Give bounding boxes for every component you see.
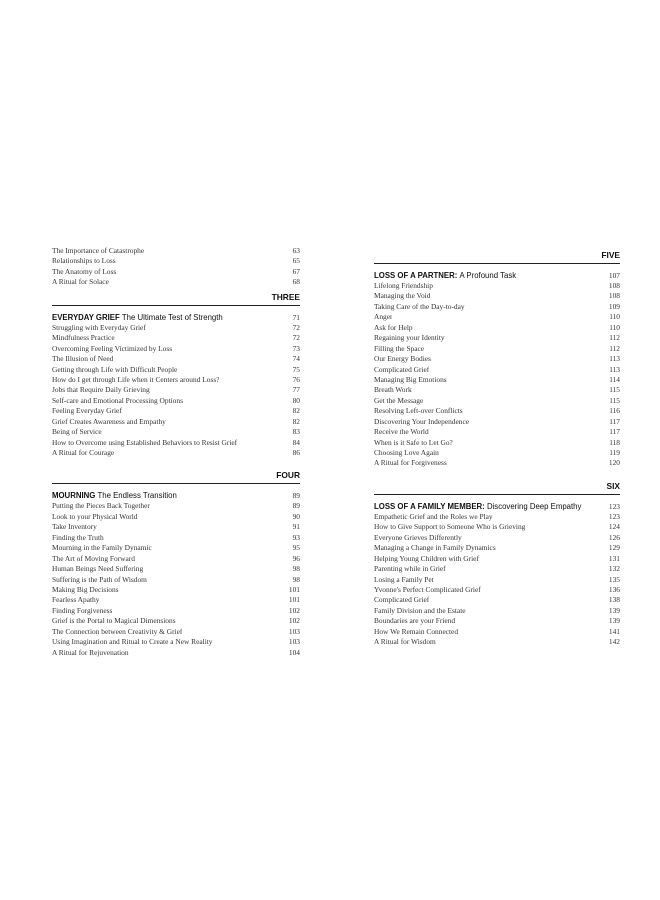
toc-entry-title: A Ritual for Forgiveness xyxy=(374,458,447,468)
toc-entry-title: Complicated Grief xyxy=(374,364,430,374)
toc-entry-page: 141 xyxy=(608,626,620,636)
toc-entry-page: 84 xyxy=(292,437,300,447)
toc-entry-title: The Connection between Creativity & Grief xyxy=(52,626,183,636)
toc-entry-page: 117 xyxy=(609,427,620,437)
toc-entry-title: The Art of Moving Forward xyxy=(52,553,135,563)
toc-entry-title: Relationships to Loss xyxy=(52,256,116,266)
toc-entry[interactable] xyxy=(52,501,300,511)
toc-entry[interactable] xyxy=(374,354,620,364)
toc-entry[interactable] xyxy=(374,333,620,343)
chapter-four-entries xyxy=(52,501,300,658)
toc-entry-title: Jobs that Require Daily Grieving xyxy=(52,385,150,395)
toc-entry[interactable] xyxy=(374,575,620,585)
toc-entry-title: Self-care and Emotional Processing Options xyxy=(52,395,183,405)
toc-entry[interactable] xyxy=(52,543,300,553)
chapter-four-title: MOURNING xyxy=(52,491,96,501)
toc-entry-title: Resolving Left-over Conflicts xyxy=(374,406,463,416)
toc-entry-title: Taking Care of the Day-to-day xyxy=(374,301,465,311)
chapter-three-rule xyxy=(52,305,300,306)
toc-entry-title: Suffering is the Path of Wisdom xyxy=(52,574,147,584)
toc-entry[interactable] xyxy=(52,554,300,564)
toc-entry[interactable] xyxy=(374,637,620,647)
toc-entry-page: 72 xyxy=(292,333,300,343)
toc-entry-title: Managing Big Emotions xyxy=(374,374,447,384)
toc-entry[interactable] xyxy=(52,637,300,647)
toc-entry-page: 113 xyxy=(609,364,620,374)
chapter-five-rule xyxy=(374,263,620,264)
toc-entry-page: 68 xyxy=(292,277,300,287)
toc-entry-page: 67 xyxy=(292,266,300,276)
toc-entry[interactable] xyxy=(52,375,300,385)
chapter-five-title: LOSS OF A PARTNER: xyxy=(374,271,458,280)
toc-entry-page: 112 xyxy=(609,333,620,343)
toc-entry-page: 101 xyxy=(288,584,300,594)
toc-entry-title: Mindfulness Practice xyxy=(52,333,115,343)
toc-entry-title: Filling the Space xyxy=(374,343,425,353)
toc-entry-page: 110 xyxy=(609,312,620,322)
chapter-five-label: FIVE xyxy=(601,250,620,260)
toc-entry[interactable] xyxy=(52,522,300,532)
toc-entry-title: The Importance of Catastrophe xyxy=(52,246,145,255)
toc-entry-page: 102 xyxy=(288,605,300,615)
toc-entry-title: Complicated Grief xyxy=(374,595,430,605)
toc-entry-title: How We Remain Connected xyxy=(374,626,459,636)
chapter-three-subtitle: The Ultimate Test of Strength xyxy=(121,312,223,322)
toc-entry-page: 123 xyxy=(608,511,620,521)
toc-entry-page: 114 xyxy=(609,374,620,384)
toc-entry[interactable] xyxy=(374,533,620,543)
toc-entry-page: 108 xyxy=(608,291,620,301)
toc-entry-title: Overcoming Feeling Victimized by Loss xyxy=(52,343,173,353)
toc-entry[interactable] xyxy=(374,417,620,427)
toc-entry-page: 103 xyxy=(288,626,300,636)
toc-entry[interactable] xyxy=(52,277,300,287)
toc-entry-page: 142 xyxy=(608,637,620,647)
toc-entry[interactable] xyxy=(52,564,300,574)
toc-entry-page: 129 xyxy=(608,543,620,553)
toc-entry-page: 117 xyxy=(609,416,620,426)
toc-entry[interactable] xyxy=(52,533,300,543)
toc-entry-title: A Ritual for Rejuvenation xyxy=(52,647,129,657)
toc-entry[interactable] xyxy=(374,396,620,406)
toc-entry[interactable] xyxy=(52,606,300,616)
toc-entry-title: A Ritual for Wisdom xyxy=(374,637,436,647)
toc-entry-page: 136 xyxy=(608,584,620,594)
toc-entry-page: 118 xyxy=(609,437,620,447)
toc-entry[interactable] xyxy=(374,595,620,605)
toc-entry-title: Our Energy Bodies xyxy=(374,354,431,364)
toc-entry-page: 112 xyxy=(609,343,620,353)
toc-entry-title: Struggling with Everyday Grief xyxy=(52,322,146,332)
toc-entry-page: 77 xyxy=(292,385,300,395)
toc-entry-title: Take Inventory xyxy=(52,522,97,532)
toc-entry-page: 115 xyxy=(609,385,620,395)
toc-entry[interactable] xyxy=(52,344,300,354)
chapter-four-label: FOUR xyxy=(276,470,300,481)
toc-entry-title: How do I get through Life when it Centers around Loss? xyxy=(52,374,220,384)
toc-entry[interactable] xyxy=(374,543,620,553)
chapter-three-page: 71 xyxy=(292,312,300,322)
toc-entry-page: 120 xyxy=(608,458,620,468)
toc-entry[interactable] xyxy=(52,512,300,522)
chapter-six-entries xyxy=(374,512,620,648)
toc-entry-title: Helping Young Children with Grief xyxy=(374,553,479,563)
toc-entry[interactable] xyxy=(374,427,620,437)
chapter-four-heading[interactable] xyxy=(52,490,300,501)
toc-entry[interactable] xyxy=(52,396,300,406)
toc-entry-page: 82 xyxy=(292,406,300,416)
toc-entry-page: 132 xyxy=(608,564,620,574)
toc-entry-title: Empathetic Grief and the Roles we Play xyxy=(374,511,493,521)
toc-entry[interactable] xyxy=(52,256,300,266)
toc-entry[interactable] xyxy=(52,595,300,605)
chapter-three-title: EVERYDAY GRIEF xyxy=(52,312,120,322)
toc-entry-title: Being of Service xyxy=(52,427,102,437)
toc-entry[interactable] xyxy=(52,448,300,458)
toc-entry[interactable] xyxy=(374,448,620,458)
toc-entry[interactable] xyxy=(374,375,620,385)
toc-entry-page: 138 xyxy=(608,595,620,605)
toc-entry[interactable] xyxy=(374,512,620,522)
toc-entry-page: 98 xyxy=(292,574,300,584)
toc-entry-page: 91 xyxy=(292,522,300,532)
toc-entry[interactable] xyxy=(374,365,620,375)
toc-entry-title: Finding Forgiveness xyxy=(52,605,113,615)
toc-entry[interactable] xyxy=(52,354,300,364)
chapter-four-subtitle: The Endless Transition xyxy=(97,491,177,501)
toc-entry-page: 108 xyxy=(608,281,620,290)
chapter-six-page: 123 xyxy=(608,501,620,511)
toc-entry-title: Look to your Physical World xyxy=(52,511,138,521)
toc-entry-page: 90 xyxy=(292,511,300,521)
toc-entry-page: 119 xyxy=(609,448,620,457)
chapter-five-heading[interactable] xyxy=(374,270,620,281)
toc-entry-page: 126 xyxy=(608,532,620,542)
toc-entry-title: Yvonne's Perfect Complicated Grief xyxy=(374,584,481,594)
toc-entry-title: Putting the Pieces Back Together xyxy=(52,501,150,511)
toc-entry-page: 73 xyxy=(292,343,300,353)
toc-entry[interactable] xyxy=(52,575,300,585)
toc-entry-title: Boundaries are your Friend xyxy=(374,616,456,626)
toc-entry[interactable] xyxy=(374,344,620,354)
toc-entry-title: Managing the Void xyxy=(374,291,431,301)
toc-entry[interactable] xyxy=(374,385,620,395)
toc-entry[interactable] xyxy=(374,458,620,468)
toc-entry[interactable] xyxy=(374,627,620,637)
toc-entry[interactable] xyxy=(52,385,300,395)
toc-entry-page: 75 xyxy=(292,364,300,374)
toc-entry-page: 63 xyxy=(292,246,300,255)
intro-entries xyxy=(52,246,300,288)
toc-entry[interactable] xyxy=(374,585,620,595)
toc-entry-title: When is it Safe to Let Go? xyxy=(374,437,453,447)
toc-entry-page: 101 xyxy=(288,595,300,605)
toc-entry-page: 95 xyxy=(292,543,300,553)
toc-entry[interactable] xyxy=(52,333,300,343)
toc-entry-page: 115 xyxy=(609,395,620,405)
chapter-three-entries xyxy=(52,323,300,459)
toc-right-column xyxy=(374,246,620,648)
toc-entry-title: Finding the Truth xyxy=(52,532,104,542)
toc-entry[interactable] xyxy=(374,302,620,312)
toc-entry-page: 72 xyxy=(292,322,300,332)
toc-entry[interactable] xyxy=(52,365,300,375)
toc-entry-page: 131 xyxy=(608,553,620,563)
toc-left-column xyxy=(52,246,300,658)
toc-entry[interactable] xyxy=(374,616,620,626)
toc-entry-title: Managing a Change in Family Dynamics xyxy=(374,543,496,553)
toc-entry[interactable] xyxy=(52,616,300,626)
toc-entry[interactable] xyxy=(52,246,300,256)
toc-entry-page: 135 xyxy=(608,574,620,584)
toc-entry-title: Using Imagination and Ritual to Create a New Reality xyxy=(52,637,213,647)
toc-entry-page: 80 xyxy=(292,395,300,405)
toc-entry-title: Family Division and the Estate xyxy=(374,605,466,615)
toc-entry-page: 109 xyxy=(608,301,620,311)
toc-entry-page: 86 xyxy=(292,448,300,457)
toc-entry-page: 139 xyxy=(608,605,620,615)
toc-entry-title: How to Overcome using Established Behaviors to Resist Grief xyxy=(52,437,238,447)
chapter-four-page: 89 xyxy=(292,491,300,501)
toc-entry[interactable] xyxy=(374,281,620,291)
toc-entry-title: Feeling Everyday Grief xyxy=(52,406,122,416)
toc-entry[interactable] xyxy=(374,312,620,322)
chapter-five-subtitle: A Profound Task xyxy=(459,271,517,280)
toc-entry[interactable] xyxy=(52,627,300,637)
toc-entry-title: Receive the World xyxy=(374,427,429,437)
toc-entry-title: Breath Work xyxy=(374,385,412,395)
toc-entry[interactable] xyxy=(374,438,620,448)
toc-entry[interactable] xyxy=(52,585,300,595)
toc-entry-page: 139 xyxy=(608,616,620,626)
chapter-five-entries xyxy=(374,281,620,469)
toc-entry[interactable] xyxy=(52,323,300,333)
toc-entry[interactable] xyxy=(52,648,300,658)
toc-entry-page: 116 xyxy=(609,406,620,416)
toc-entry[interactable] xyxy=(52,417,300,427)
toc-entry-title: Ask for Help xyxy=(374,322,413,332)
toc-entry-page: 89 xyxy=(292,501,300,511)
toc-entry-title: Fearless Apathy xyxy=(52,595,100,605)
toc-entry[interactable] xyxy=(374,323,620,333)
toc-entry-title: Discovering Your Independence xyxy=(374,416,470,426)
toc-entry[interactable] xyxy=(52,427,300,437)
toc-entry-page: 104 xyxy=(288,647,300,657)
toc-entry-title: Get the Message xyxy=(374,395,424,405)
chapter-five-page: 107 xyxy=(608,271,620,280)
chapter-six-title: LOSS OF A FAMILY MEMBER: xyxy=(374,501,485,511)
toc-entry-page: 124 xyxy=(608,522,620,532)
chapter-four-rule xyxy=(52,483,300,484)
toc-entry-page: 103 xyxy=(288,637,300,647)
toc-entry[interactable] xyxy=(374,554,620,564)
toc-entry[interactable] xyxy=(52,267,300,277)
toc-entry-title: Grief is the Portal to Magical Dimensions xyxy=(52,616,176,626)
toc-entry-page: 65 xyxy=(292,256,300,266)
toc-entry-page: 76 xyxy=(292,374,300,384)
toc-entry-title: Lifelong Friendship xyxy=(374,281,433,290)
toc-entry-title: A Ritual for Solace xyxy=(52,277,109,287)
toc-entry-title: Choosing Love Again xyxy=(374,448,439,457)
toc-entry[interactable] xyxy=(374,564,620,574)
toc-entry-title: The Anatomy of Loss xyxy=(52,266,117,276)
toc-entry-page: 102 xyxy=(288,616,300,626)
chapter-three-label: THREE xyxy=(271,291,300,302)
toc-entry[interactable] xyxy=(374,291,620,301)
toc-entry-page: 113 xyxy=(609,354,620,364)
toc-entry-title: Losing a Family Pet xyxy=(374,574,434,584)
toc-entry-title: Parenting while in Grief xyxy=(374,564,446,574)
toc-entry[interactable] xyxy=(52,438,300,448)
toc-entry-page: 82 xyxy=(292,416,300,426)
toc-entry-page: 74 xyxy=(292,354,300,364)
toc-entry[interactable] xyxy=(374,606,620,616)
toc-entry-title: Making Big Decisions xyxy=(52,584,119,594)
toc-entry-title: Grief Creates Awareness and Empathy xyxy=(52,416,166,426)
toc-entry-page: 83 xyxy=(292,427,300,437)
toc-entry-title: Human Beings Need Suffering xyxy=(52,564,144,574)
toc-entry-page: 96 xyxy=(292,553,300,563)
toc-entry-page: 93 xyxy=(292,532,300,542)
toc-entry-page: 110 xyxy=(609,322,620,332)
toc-entry[interactable] xyxy=(374,406,620,416)
chapter-six-subtitle: Discovering Deep Empathy xyxy=(486,501,582,511)
toc-entry-title: The Illusion of Need xyxy=(52,354,114,364)
toc-entry-title: Regaining your Identity xyxy=(374,333,445,343)
toc-entry-title: Mourning in the Family Dynamic xyxy=(52,543,152,553)
toc-entry-title: Getting through Life with Difficult People xyxy=(52,364,178,374)
toc-entry-title: A Ritual for Courage xyxy=(52,448,115,457)
toc-entry-title: Anger xyxy=(374,312,393,322)
chapter-six-label: SIX xyxy=(606,480,620,491)
chapter-six-rule xyxy=(374,494,620,495)
toc-entry[interactable] xyxy=(52,406,300,416)
toc-entry-title: Everyone Grieves Differently xyxy=(374,532,462,542)
chapter-six-heading[interactable] xyxy=(374,501,620,512)
toc-entry-page: 98 xyxy=(292,564,300,574)
toc-entry[interactable] xyxy=(374,522,620,532)
chapter-three-heading[interactable] xyxy=(52,312,300,323)
toc-entry-title: How to Give Support to Someone Who is Grieving xyxy=(374,522,526,532)
